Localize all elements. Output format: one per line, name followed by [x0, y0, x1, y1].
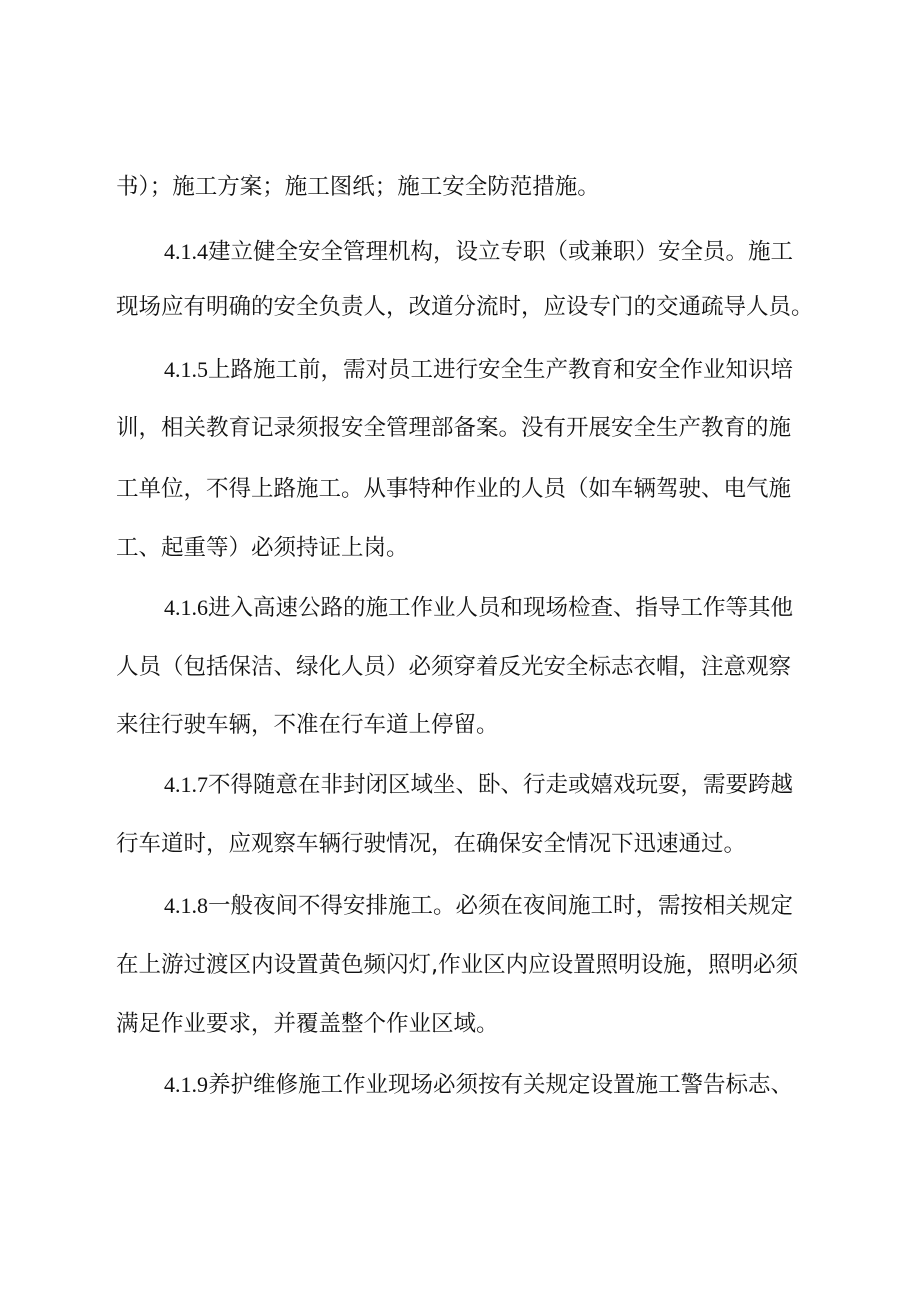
clause-number: 4.1.7 — [164, 772, 208, 797]
clause-number: 4.1.8 — [164, 893, 208, 918]
text-line — [116, 1009, 499, 1039]
clause-number: 4.1.4 — [164, 239, 208, 264]
text-line — [116, 950, 798, 980]
line-text: 建立健全安全管理机构，设立专职（或兼职）安全员。施工 — [208, 239, 794, 265]
line-text: 行车道时，应观察车辆行驶情况，在确保安全情况下迅速通过。 — [116, 831, 747, 857]
text-line — [164, 891, 793, 921]
line-text: 工单位，不得上路施工。从事特种作业的人员（如车辆驾驶、电气施 — [116, 476, 792, 502]
line-text: 进入高速公路的施工作业人员和现场检查、指导工作等其他 — [208, 595, 794, 621]
text-line — [116, 413, 791, 443]
line-text: 人员（包括保洁、绿化人员）必须穿着反光安全标志衣帽，注意观察 — [116, 654, 792, 680]
text-line — [164, 593, 793, 623]
text-line — [116, 292, 814, 322]
line-text: 工、起重等）必须持证上岗。 — [116, 535, 409, 561]
line-text: 一般夜间不得安排施工。必须在夜间施工时，需按相关规定 — [208, 893, 794, 919]
line-text: 训，相关教育记录须报安全管理部备案。没有开展安全生产教育的施 — [116, 415, 792, 441]
line-text: 在上游过渡区内设置黄色频闪灯,作业区内应设置照明设施，照明必须 — [116, 952, 799, 978]
line-text: 不得随意在非封闭区域坐、卧、行走或嬉戏玩耍，需要跨越 — [208, 772, 794, 798]
text-line — [116, 474, 791, 504]
line-text: 养护维修施工作业现场必须按有关规定设置施工警告标志、 — [208, 1072, 794, 1098]
line-text: 满足作业要求，并覆盖整个作业区域。 — [116, 1011, 499, 1037]
line-text: 现场应有明确的安全负责人，改道分流时，应设专门的交通疏导人员。 — [116, 294, 814, 320]
line-text: 上路施工前，需对员工进行安全生产教育和安全作业知识培 — [208, 357, 794, 383]
text-line — [164, 355, 793, 385]
clause-number: 4.1.6 — [164, 595, 208, 620]
clause-number: 4.1.9 — [164, 1072, 208, 1097]
line-text: 来往行驶车辆，不准在行车道上停留。 — [116, 712, 499, 738]
line-text: 书）；施工方案；施工图纸；施工安全防范措施。 — [116, 174, 600, 200]
clause-number: 4.1.5 — [164, 357, 208, 382]
text-line — [164, 237, 793, 267]
text-line — [164, 770, 793, 800]
text-line — [116, 829, 746, 859]
text-line — [164, 1070, 793, 1100]
text-line — [116, 533, 409, 563]
text-line — [116, 172, 600, 202]
text-line — [116, 652, 791, 682]
text-line — [116, 710, 499, 740]
